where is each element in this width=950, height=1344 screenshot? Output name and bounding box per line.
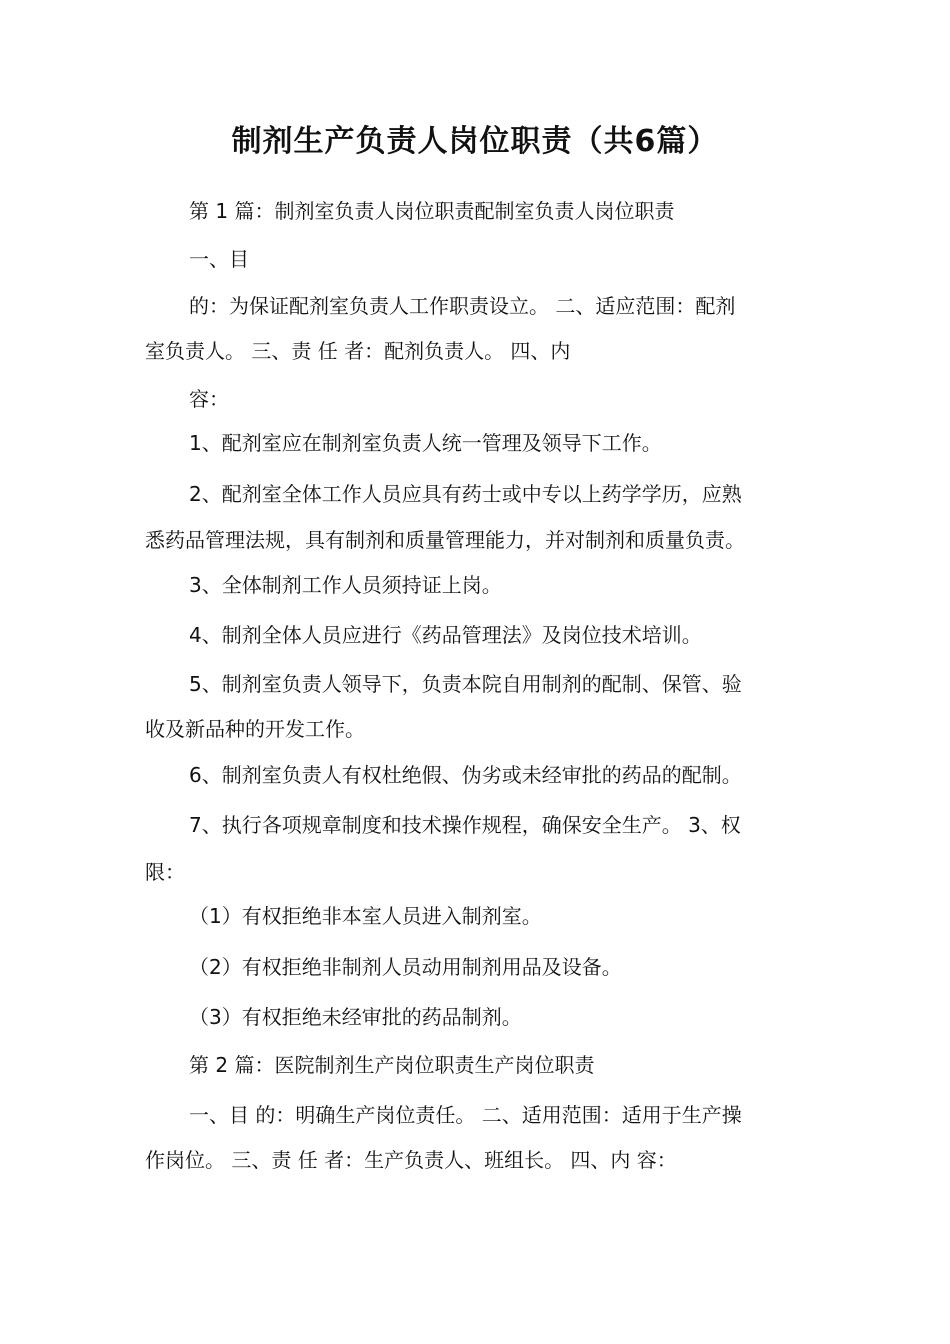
paragraph-line: 收及新品种的开发工作。 bbox=[145, 717, 365, 741]
paragraph-line: 1、配剂室应在制剂室负责人统一管理及领导下工作。 bbox=[189, 431, 662, 455]
paragraph-line: 作岗位。 三、责 任 者：生产负责人、班组长。 四、内 容： bbox=[145, 1148, 677, 1172]
paragraph-line: 限： bbox=[145, 860, 185, 884]
paragraph-line: 室负责人。 三、责 任 者：配剂负责人。 四、内 bbox=[145, 339, 571, 363]
paragraph-line: （2）有权拒绝非制剂人员动用制剂用品及设备。 bbox=[189, 955, 622, 979]
paragraph-line: 7、执行各项规章制度和技术操作规程，确保安全生产。 3、权 bbox=[189, 813, 741, 837]
paragraph-line: 第 1 篇：制剂室负责人岗位职责配制室负责人岗位职责 bbox=[189, 199, 675, 223]
document-title: 制剂生产负责人岗位职责（共6篇） bbox=[231, 124, 719, 159]
paragraph-line: 6、制剂室负责人有权杜绝假、伪劣或未经审批的药品的配制。 bbox=[189, 763, 742, 787]
paragraph-line: 4、制剂全体人员应进行《药品管理法》及岗位技术培训。 bbox=[189, 623, 702, 647]
paragraph-line: 2、配剂室全体工作人员应具有药士或中专以上药学学历，应熟 bbox=[189, 482, 742, 506]
paragraph-line: 的：为保证配剂室负责人工作职责设立。 二、适应范围：配剂 bbox=[189, 294, 736, 318]
paragraph-line: 一、目 的：明确生产岗位责任。 二、适用范围：适用于生产操 bbox=[189, 1103, 742, 1127]
paragraph-line: 第 2 篇：医院制剂生产岗位职责生产岗位职责 bbox=[189, 1053, 595, 1077]
paragraph-line: （3）有权拒绝未经审批的药品制剂。 bbox=[189, 1005, 522, 1029]
paragraph-line: 悉药品管理法规，具有制剂和质量管理能力，并对制剂和质量负责。 bbox=[145, 528, 745, 552]
paragraph-line: 容： bbox=[189, 387, 229, 411]
paragraph-line: 3、全体制剂工作人员须持证上岗。 bbox=[189, 573, 502, 597]
paragraph-line: 5、制剂室负责人领导下，负责本院自用制剂的配制、保管、验 bbox=[189, 672, 742, 696]
paragraph-line: 一、目 bbox=[189, 247, 249, 271]
paragraph-line: （1）有权拒绝非本室人员进入制剂室。 bbox=[189, 904, 542, 928]
